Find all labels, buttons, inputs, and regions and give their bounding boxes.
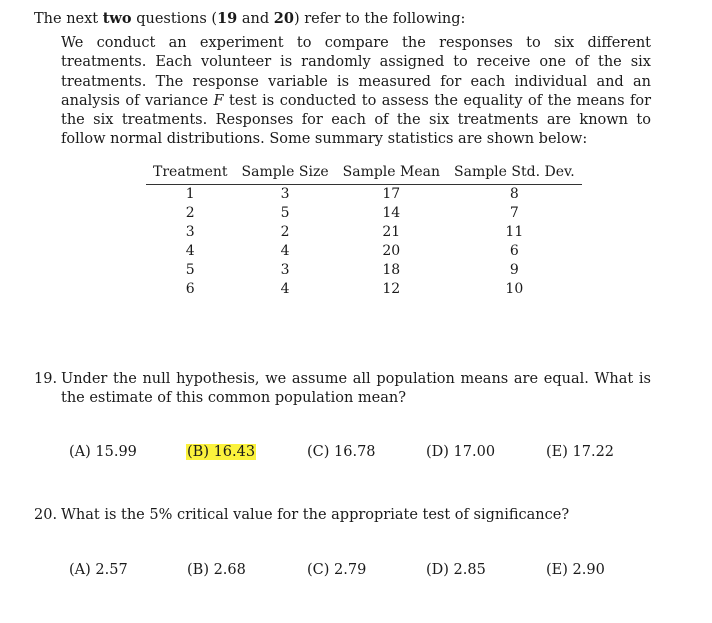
- question-20-text: What is the 5% critical value for the appropriate test of significance?: [61, 507, 570, 523]
- cell-sample-std-dev: 7: [509, 205, 519, 221]
- description-part2: test is conducted to assess the equality of the means for the six treatments. Responses for each of the six treatments are known to follow normal distributions. Some summary statistics are shown below:: [61, 92, 651, 148]
- q20-option-e[interactable]: (E) 2.90: [546, 562, 605, 578]
- cell-sample-std-dev: 8: [509, 186, 519, 202]
- cell-sample-mean: 18: [382, 262, 401, 278]
- intro-bold-word: two: [102, 10, 132, 27]
- cell-sample-mean: 21: [382, 224, 401, 240]
- experiment-description: [61, 34, 651, 150]
- cell-sample-std-dev: 11: [505, 224, 524, 240]
- table-row: [146, 242, 582, 261]
- cell-treatment: 4: [185, 243, 195, 259]
- cell-sample-std-dev: 6: [509, 243, 519, 259]
- q20-option-c[interactable]: (C) 2.79: [307, 562, 367, 578]
- q19-option-c[interactable]: (C) 16.78: [307, 444, 376, 460]
- table-row: [146, 280, 582, 299]
- cell-sample-size: 4: [280, 281, 290, 297]
- q20-option-d[interactable]: (D) 2.85: [426, 562, 486, 578]
- cell-treatment: 5: [185, 262, 195, 278]
- cell-sample-std-dev: 9: [509, 262, 519, 278]
- cell-sample-size: 4: [280, 243, 290, 259]
- question-19-number: 19.: [34, 371, 58, 387]
- summary-statistics-table: [146, 163, 582, 299]
- cell-sample-mean: 14: [382, 205, 401, 221]
- cell-sample-size: 5: [280, 205, 290, 221]
- cell-sample-mean: 20: [382, 243, 401, 259]
- table-header-row: [146, 163, 582, 185]
- cell-treatment: 1: [185, 186, 195, 202]
- q19-option-b-highlighted[interactable]: (B) 16.43: [187, 444, 256, 460]
- header-sample-size: Sample Size: [235, 163, 336, 185]
- q19-option-d[interactable]: (D) 17.00: [426, 444, 496, 460]
- table-row: [146, 261, 582, 280]
- f-symbol: F: [213, 92, 224, 109]
- cell-treatment: 3: [185, 224, 195, 240]
- cell-sample-size: 3: [280, 262, 290, 278]
- header-sample-std-dev: Sample Std. Dev.: [447, 163, 582, 185]
- cell-sample-size: 2: [280, 224, 290, 240]
- table-row: [146, 204, 582, 223]
- header-treatment: Treatment: [146, 163, 235, 185]
- cell-sample-size: 3: [280, 186, 290, 202]
- q20-option-b[interactable]: (B) 2.68: [187, 562, 246, 578]
- intro-question-first: 19: [217, 10, 238, 27]
- cell-sample-mean: 17: [382, 186, 401, 202]
- table-row: [146, 185, 582, 205]
- intro-line: [34, 10, 465, 27]
- intro-question-second: 20: [273, 10, 294, 27]
- intro-suffix: ) refer to the following:: [293, 11, 466, 27]
- header-sample-mean: Sample Mean: [336, 163, 447, 185]
- q20-option-a[interactable]: (A) 2.57: [69, 562, 128, 578]
- cell-treatment: 2: [185, 205, 195, 221]
- question-20-number: 20.: [34, 507, 58, 523]
- q19-option-a[interactable]: (A) 15.99: [69, 444, 137, 460]
- cell-sample-std-dev: 10: [505, 281, 524, 297]
- question-19: [34, 370, 651, 409]
- intro-middle: questions (: [131, 11, 218, 27]
- table-row: [146, 223, 582, 242]
- intro-prefix: The next: [34, 11, 103, 27]
- question-19-text: Under the null hypothesis, we assume all population means are equal. What is the estimate of this common population mean?: [61, 371, 651, 407]
- intro-and: and: [237, 11, 274, 27]
- cell-sample-mean: 12: [382, 281, 401, 297]
- q19-option-e[interactable]: (E) 17.22: [546, 444, 615, 460]
- question-20: [34, 506, 651, 525]
- cell-treatment: 6: [185, 281, 195, 297]
- description-part1: We conduct an experiment to compare the responses to six different treatments. Each volunteer is randomly assigned to receive one of the six treatments. The response variable is measured for each individual and an analysis of variance: [61, 35, 651, 109]
